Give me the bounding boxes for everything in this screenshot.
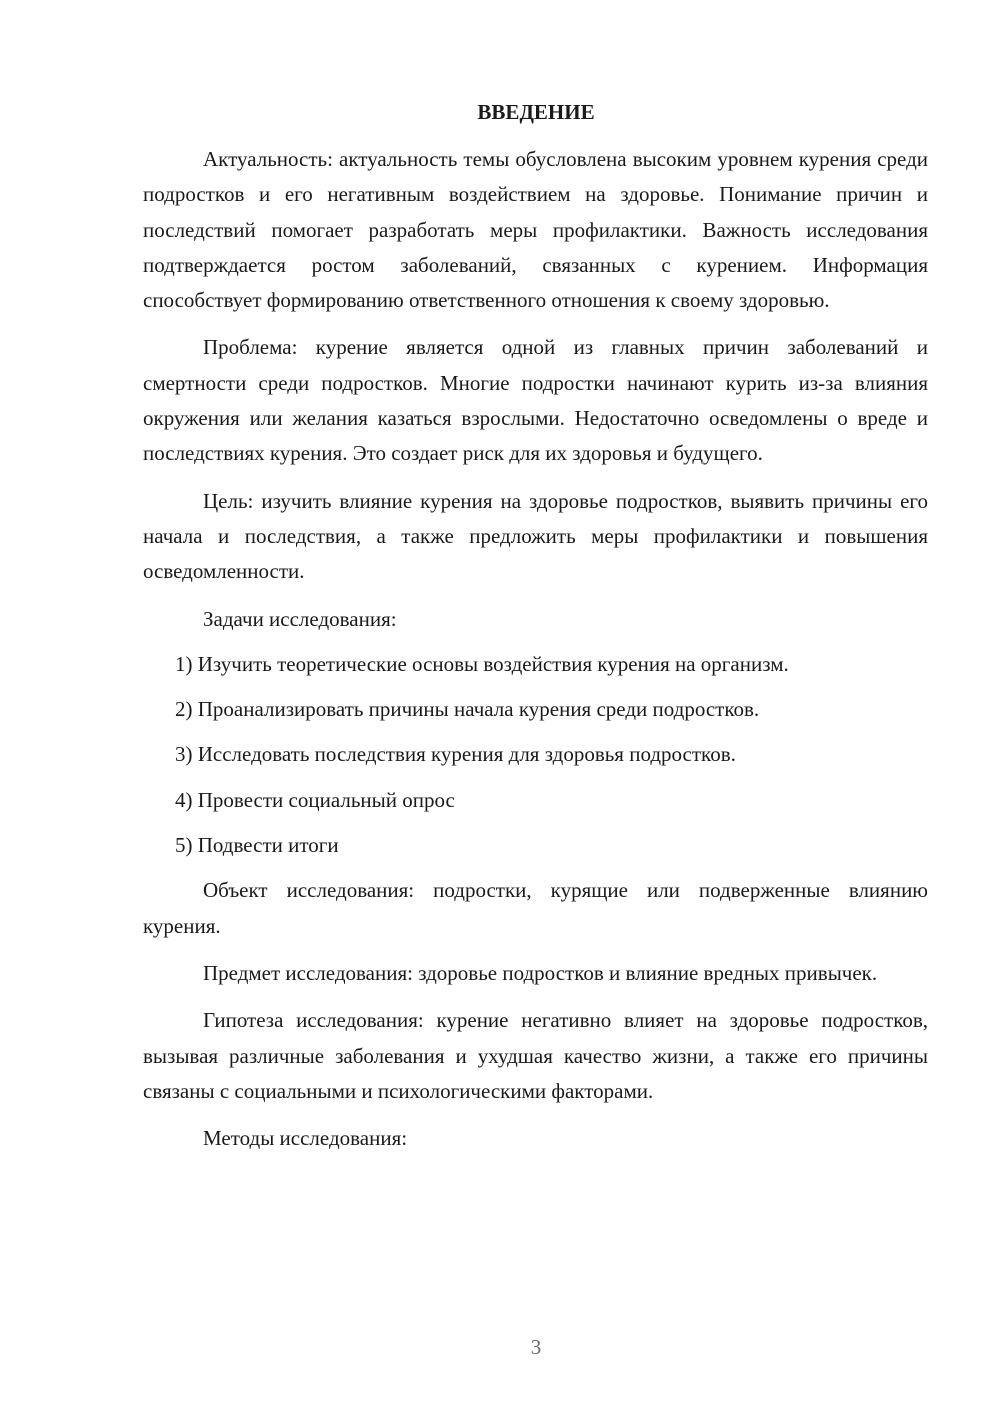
paragraph-hypothesis: Гипотеза исследования: курение негативно влияет на здоровье подростков, вызывая различные заболевания и ухудшая качество жизни, а также его причины связаны с социальными и психологическими факторами. [143,1008,928,1103]
paragraph-relevance: Актуальность: актуальность темы обусловлена высоким уровнем курения среди подростков и его негативным воздействием на здоровье. Понимание причин и последствий помогает разработать меры профилактики. Важность исследования подтверждается ростом заболеваний, связанных с курением. Информация способствует формированию ответственного отношения к своему здоровью. [143,147,928,313]
paragraph-problem: Проблема: курение является одной из главных причин заболеваний и смертности среди подростков. Многие подростки начинают курить из-за влияния окружения или желания казаться взрослыми. Недостаточно осведомлены о вреде и последствиях курения. Это создает риск для их здоровья и будущего. [143,335,928,466]
task-item: 1) Изучить теоретические основы воздействия курения на организм. [175,651,789,676]
task-item: 5) Подвести итоги [175,833,339,858]
task-item: 4) Провести социальный опрос [175,787,455,812]
paragraph-goal: Цель: изучить влияние курения на здоровье подростков, выявить причины его начала и последствия, а также предложить меры профилактики и повышения осведомленности. [143,488,928,584]
section-heading: ВВЕДЕНИЕ [477,100,595,124]
paragraph-object: Объект исследования: подростки, курящие или подверженные влиянию курения. [143,878,928,938]
paragraph-subject: Предмет исследования: здоровье подростков и влияние вредных привычек. [203,960,878,985]
tasks-title: Задачи исследования: [203,606,397,631]
page-number: 3 [530,1335,542,1359]
task-item: 3) Исследовать последствия курения для здоровья подростков. [175,742,736,767]
task-item: 2) Проанализировать причины начала курения среди подростков. [175,697,760,722]
methods-title: Методы исследования: [203,1126,408,1151]
document-body [143,142,928,1156]
